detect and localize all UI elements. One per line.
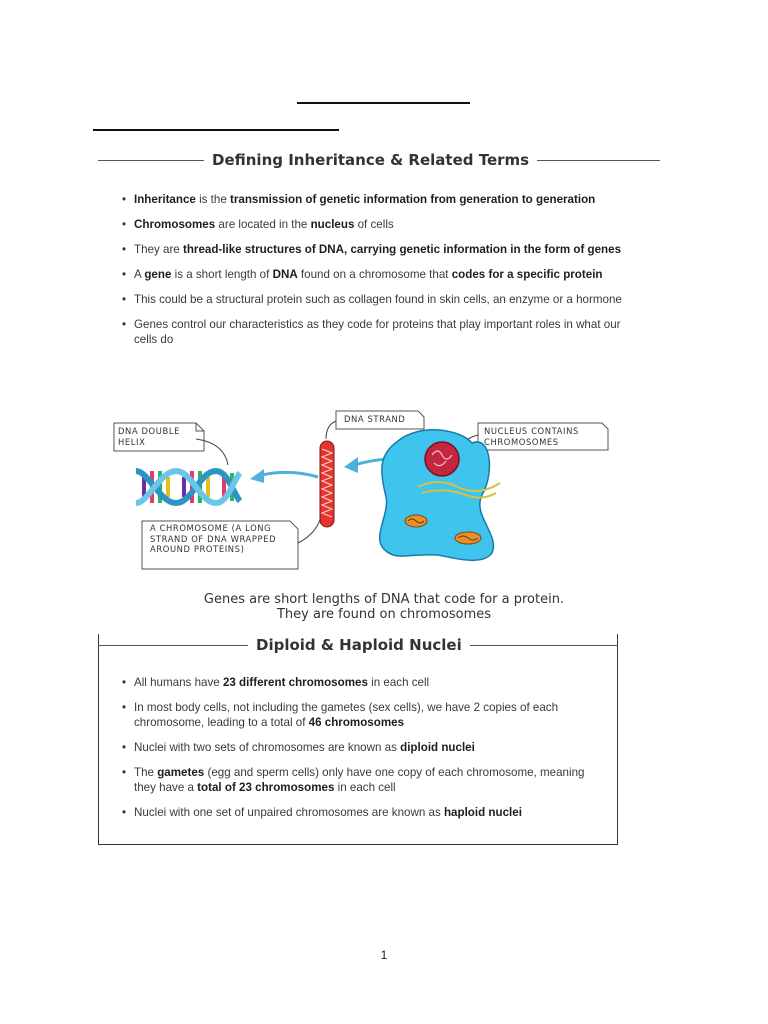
bullet-text: is the xyxy=(195,193,231,206)
bullet-item xyxy=(120,700,600,730)
inheritance-bullet-list xyxy=(120,192,645,357)
bold-term: 46 chromosomes xyxy=(308,716,405,729)
bullet-text: In most body cells, not including the gametes (sex cells), we have 2 copies of each chromosome, leading to a total of xyxy=(134,701,559,729)
section-heading-inheritance xyxy=(98,151,660,169)
bullet-item xyxy=(120,192,645,207)
bold-term: total of 23 chromosomes xyxy=(197,781,335,794)
bullet-item xyxy=(120,805,600,820)
chromosome-label: A CHROMOSOME (A LONG STRAND OF DNA WRAPPED AROUND PROTEINS) xyxy=(150,523,277,554)
bullet-item xyxy=(120,765,600,795)
bullet-text: of cells xyxy=(354,218,394,231)
bullet-text: All humans have xyxy=(134,676,223,689)
bullet-item xyxy=(120,740,600,755)
page-number: 1 xyxy=(380,948,388,962)
bullet-item xyxy=(120,317,645,347)
bullet-item xyxy=(120,675,600,690)
bold-term: Chromosomes xyxy=(134,218,216,231)
bullet-text: found on a chromosome that xyxy=(297,268,452,281)
bullet-item xyxy=(120,217,645,232)
header-rule-1 xyxy=(297,102,470,104)
bullet-item xyxy=(120,242,645,257)
bold-term: codes for a specific protein xyxy=(451,268,603,281)
bullet-text: The xyxy=(134,766,158,779)
chromosome-leader-line xyxy=(298,513,322,543)
bullet-text: Nuclei with two sets of chromosomes are known as xyxy=(134,741,401,754)
bullet-text: in each cell xyxy=(334,781,396,794)
section-heading-diploid xyxy=(98,636,618,654)
bold-term: 23 different chromosomes xyxy=(222,676,368,689)
section-title: Defining Inheritance & Related Terms xyxy=(212,151,530,169)
bullet-text: in each cell xyxy=(367,676,430,689)
bullet-text: (egg and sperm cells) only have one copy of each chromosome, meaning they have a xyxy=(134,766,585,794)
section-title: Diploid & Haploid Nuclei xyxy=(256,636,462,654)
arrow-to-helix xyxy=(262,472,318,477)
bold-term: haploid nuclei xyxy=(443,806,522,819)
bold-term: DNA xyxy=(272,268,298,281)
cell-icon xyxy=(380,430,500,561)
strand-leader-line xyxy=(326,421,336,439)
bullet-item xyxy=(120,292,645,307)
bullet-text: This could be a structural protein such as collagen found in skin cells, an enzyme or a hormone xyxy=(134,293,622,306)
bold-term: gametes xyxy=(157,766,205,779)
dna-diagram xyxy=(100,405,620,575)
header-rule-2 xyxy=(93,129,339,131)
bullet-text: They are xyxy=(134,243,183,256)
bold-term: diploid nuclei xyxy=(400,741,475,754)
bold-term: nucleus xyxy=(310,218,355,231)
bold-term: gene xyxy=(144,268,172,281)
bullet-text: Nuclei with one set of unpaired chromosomes are known as xyxy=(134,806,444,819)
bullet-text: Genes control our characteristics as they code for proteins that play important roles in what our cells do xyxy=(134,318,621,346)
bullet-text: are located in the xyxy=(215,218,311,231)
diploid-bullet-list xyxy=(120,675,600,830)
chromosome-icon xyxy=(320,441,334,527)
dna-helix-label: DNA DOUBLE HELIX xyxy=(118,426,180,447)
bold-term: transmission of genetic information from generation to generation xyxy=(230,193,596,206)
dna-helix-icon xyxy=(136,449,240,503)
bullet-text: is a short length of xyxy=(171,268,273,281)
bullet-text: A xyxy=(134,268,145,281)
nucleus-icon xyxy=(425,442,459,476)
bullet-item xyxy=(120,267,645,282)
diagram-caption-line-2: They are found on chromosomes xyxy=(276,607,492,622)
bold-term: Inheritance xyxy=(134,193,196,206)
bold-term: thread-like structures of DNA, carrying genetic information in the form of genes xyxy=(182,243,622,256)
diagram-caption-line-1: Genes are short lengths of DNA that code for a protein. xyxy=(203,592,565,607)
nucleus-label: NUCLEUS CONTAINS CHROMOSOMES xyxy=(484,426,579,447)
dna-strand-label: DNA STRAND xyxy=(344,414,406,424)
